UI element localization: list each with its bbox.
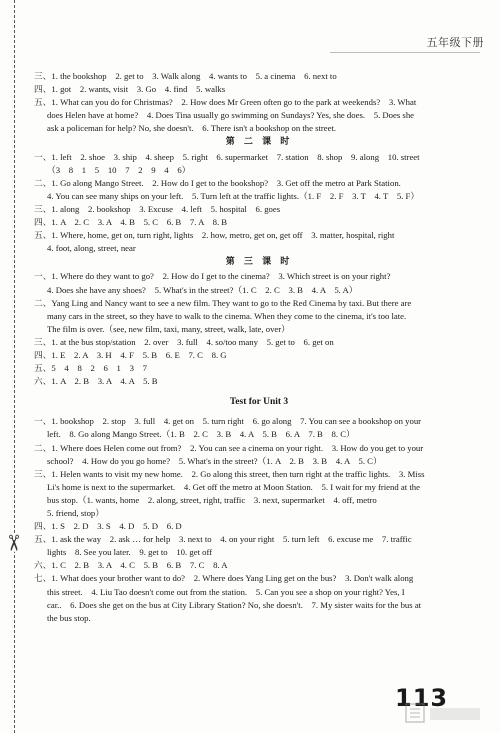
answer-line: 四、1. S 2. D 3. S 4. D 5. D 6. D [34, 521, 182, 532]
answer-line: lights 8. See you later. 9. get to 10. get off [47, 547, 213, 558]
answer-line: 4. You can see many ships on your left. 5. Turn left at the traffic lights.（1. F 2. F 3. T 4. T 5. F） [47, 190, 420, 201]
page-number: 113 [395, 684, 449, 712]
answer-line: 五、1. Where, home, get on, turn right, lights 2. how, metro, get on, get off 3. matter, hospital, right [34, 230, 395, 241]
answer-line: left. 8. Go along Mango Street.（1. B 2. C 3. B 4. A 5. B 6. A 7. B 8. C） [47, 429, 355, 440]
answer-line: 一、1. bookshop 2. stop 3. full 4. get on 5. turn right 6. go along 7. You can see a bookshop on your [34, 416, 422, 427]
answer-content [34, 70, 484, 625]
test-title: Test for Unit 3 [229, 397, 289, 408]
answer-line: 一、1. left 2. shoe 3. ship 4. sheep 5. right 6. supermarket 7. station 8. shop 9. along 10. street [34, 151, 420, 162]
answer-line: 五、1. What can you do for Christmas? 2. How does Mr Green often go to the park at weekends? 3. What [34, 97, 417, 108]
answer-line: 4. Does she have any shoes? 5. What's in the street?（1. C 2. C 3. B 4. A 5. A） [47, 284, 358, 295]
answer-line: 六、1. A 2. B 3. A 4. A 5. B [34, 376, 158, 387]
unit-test-section [34, 396, 484, 625]
answer-line: 三、1. Helen wants to visit my new home. 2. Go along this street, then turn right at the traffic lights. 3. Miss [34, 468, 425, 479]
answer-line: this street. 4. Liu Tao doesn't come out from the station. 5. Can you see a shop on your right? Yes, I [47, 586, 405, 597]
answer-line: car.. 6. Does she get on the bus at City Library Station? No, she doesn't. 7. My sister waits for the bus at [47, 599, 422, 610]
answer-line: 四、1. A 2. C 3. A 4. B 5. C 6. B 7. A 8. B [34, 217, 228, 228]
answer-line: does Helen have at home? 4. Does Tina usually go swimming on Sundays? Yes, she does. 5. Does she [47, 110, 415, 121]
header-rule [330, 52, 480, 53]
answer-line: 六、1. C 2. B 3. A 4. C 5. B 6. B 7. C 8. A [34, 560, 228, 571]
answer-line: 5. friend, stop） [47, 508, 104, 518]
answer-line: （3 8 1 5 10 7 2 9 4 6） [47, 164, 191, 175]
answer-line: 二、Yang Ling and Nancy want to see a new film. They want to go to the Red Cinema by taxi. But there are [34, 297, 412, 308]
answer-line: many cars in the street, so they have to walk to the cinema. When they come to the cinema, it's too late. [47, 310, 407, 321]
answer-line: 三、1. along 2. bookshop 3. Excuse 4. left 5. hospital 6. goes [34, 203, 281, 214]
answer-line: 四、1. got 2. wants, visit 3. Go 4. find 5. walks [34, 84, 226, 95]
answer-line: ask a policeman for help? No, she doesn't. 6. There isn't a bookshop on the street. [47, 123, 337, 134]
answer-line: Li's home is next to the supermarket. 4. Get off the metro at Moon Station. 5. I wait for my friend at the [47, 481, 420, 492]
answer-line: the bus stop. [47, 612, 91, 623]
answer-line: 四、1. E 2. A 3. H 4. F 5. B 6. E 7. C 8. G [34, 349, 227, 360]
answer-line: 二、1. Where does Helen come out from? 2. You can see a cinema on your right. 3. How do you get to your [34, 442, 424, 453]
answer-line: 七、1. What does your brother want to do? 2. Where does Yang Ling get on the bus? 3. Don't walk along [34, 573, 414, 584]
answer-line: 五、5 4 8 2 6 1 3 7 [34, 363, 147, 374]
cut-line [14, 0, 15, 733]
answer-line: 三、1. at the bus stop/station 2. over 3. full 4. so/too many 5. get to 6. get on [34, 336, 334, 347]
answer-line: bus stop.（1. wants, home 2. along, street, right, traffic 3. next, supermarket 4. off, metro [47, 494, 377, 505]
answer-line: 4. foot, along, street, near [47, 243, 136, 254]
watermark-logo [404, 700, 484, 728]
answer-line: 一、1. Where do they want to go? 2. How do I get to the cinema? 3. Which street is on your right? [34, 271, 391, 282]
answer-line: The film is over.（see, new film, taxi, many, street, walk, late, over） [47, 323, 290, 334]
answer-line: 二、1. Go along Mango Street. 2. How do I get to the bookshop? 3. Get off the metro at Park Station. [34, 177, 401, 188]
section-title: 第 二 课 时 [225, 137, 293, 148]
page-header: 五年级下册 [426, 36, 484, 49]
scissors-icon: ✂ [0, 533, 26, 553]
answer-line: school? 4. How do you go home? 5. What's in the street?（1. A 2. B 3. B 4. A 5. C） [47, 455, 382, 466]
answer-line: 五、1. ask the way 2. ask … for help 3. next to 4. on your right 5. turn left 6. excuse me 7. traffic [34, 534, 412, 545]
answer-line: 三、1. the bookshop 2. get to 3. Walk along 4. wants to 5. a cinema 6. next to [34, 71, 337, 81]
lesson-section-3 [34, 256, 484, 388]
lesson-section-1 [34, 70, 484, 135]
section-title: 第 三 课 时 [225, 257, 293, 268]
lesson-section-2 [34, 136, 484, 255]
